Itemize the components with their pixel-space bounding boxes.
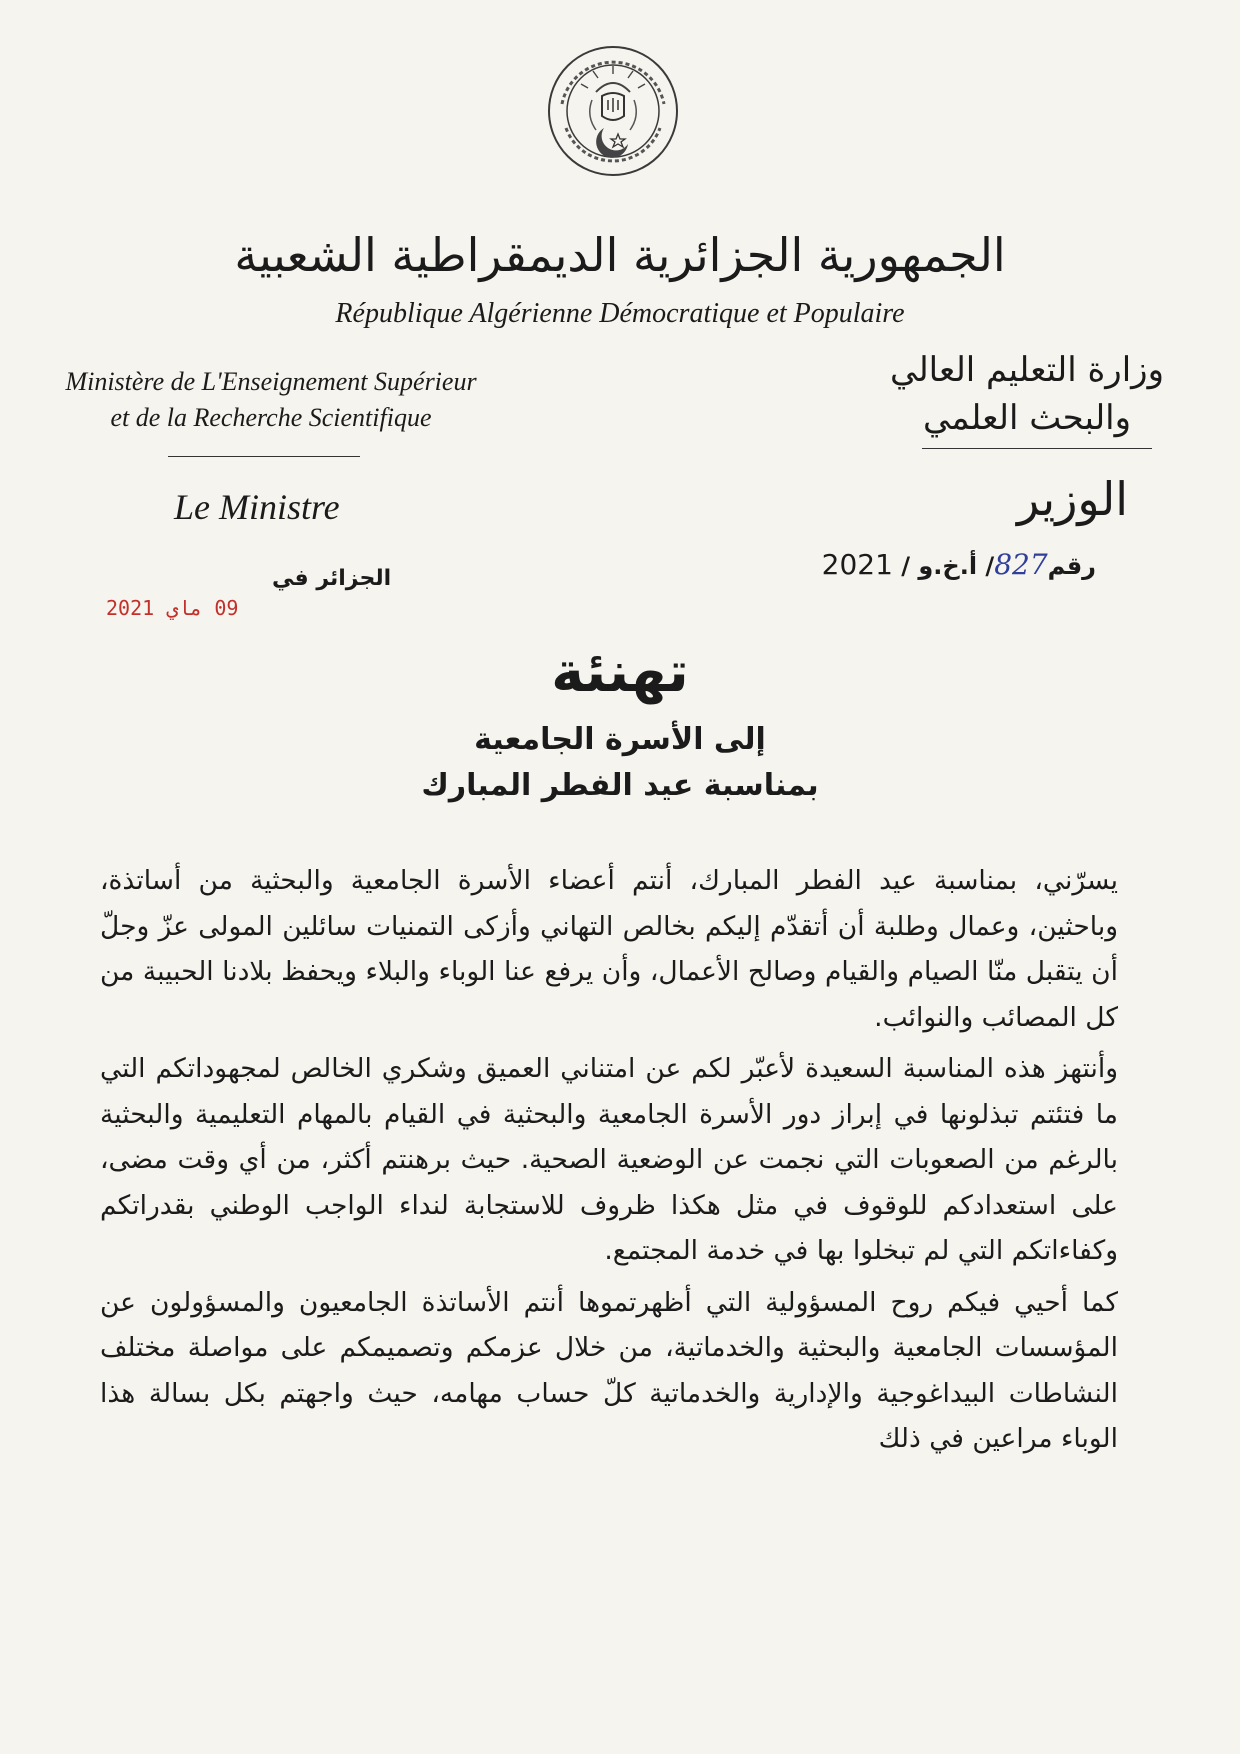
ministry-fr-divider [168,456,360,457]
ministry-fr-line1: Ministère de L'Enseignement Supérieur [65,367,477,396]
ministry-name-french [36,364,506,436]
letter-subtitle-occasion: بمناسبة عيد الفطر المبارك [421,768,819,803]
letter-body [100,858,1118,1468]
minister-title-arabic: الوزير [1017,472,1128,526]
ministry-ar-line1: وزارة التعليم العالي [889,350,1164,390]
minister-title-french: Le Ministre [174,487,340,527]
ministry-name-arabic [862,346,1192,442]
republic-name-french: République Algérienne Démocratique et Populaire [335,298,905,329]
ministry-ar-line2: والبحث العلمي [922,398,1132,438]
body-paragraph-3: كما أحيي فيكم روح المسؤولية التي أظهرتموها أنتم الأساتذة الجامعيون والمسؤولون عن المؤسسات الجامعية والبحثية والخدماتية، من خلال عزمكم وتصميمكم على مواصلة مختلف النشاطات البيداغوجية والإدارية والخدماتية كلّ حساب مهامه، حيث واجهتم بكل بسالة هذا الوباء مراعين في ذلك [100,1286,1118,1454]
place-label: الجزائر في [272,566,392,591]
reference-number [822,548,1096,581]
letter-subtitle-recipient: إلى الأسرة الجامعية [474,722,766,757]
body-paragraph-2: وأنتهز هذه المناسبة السعيدة لأعبّر لكم عن امتناني العميق وشكري الخالص لمجهوداتكم التي ما فتئتم تبذلونها في إبراز دور الأسرة الجامعية والبحثية في القيام بالمهام التعليمية والبحثية بالرغم من الصعوبات التي نجمت عن الوضعية الصحية. حيث برهنتم أكثر، من أي وقت مضى، على استعدادكم للوقوف في مثل هكذا ظروف للاستجابة لنداء الواجب الوطني بقدراتكم وكفاءاتكم التي لم تبخلوا بها في خدمة المجتمع. [100,1053,1118,1266]
body-paragraph-1: يسرّني، بمناسبة عيد الفطر المبارك، أنتم أعضاء الأسرة الجامعية والبحثية من أساتذة، وباحثين، وعمال وطلبة أن أتقدّم إليكم بخالص التهاني وأزكى التمنيات سائلين المولى عزّ وجلّ أن يتقبل منّا الصيام والقيام وصالح الأعمال، وأن يرفع عنا الوباء والبلاء ويحفظ بلادنا الحبيبة من كل المصائب والنوائب. [100,865,1118,1033]
reference-code: / أ.خ.و / [892,552,995,580]
date-stamp: 09 ماي 2021 [106,596,239,620]
letter-title: تهنئة [551,640,689,705]
republic-name-arabic: الجمهورية الجزائرية الديمقراطية الشعبية [234,228,1006,282]
national-emblem-seal-icon [546,44,680,178]
reference-year: 2021 [821,548,893,581]
ministry-fr-line2: et de la Recherche Scientifique [110,403,432,432]
reference-handwritten-number: 827 [994,548,1048,581]
reference-prefix: رقم [1047,552,1096,580]
ministry-ar-divider [922,448,1152,449]
